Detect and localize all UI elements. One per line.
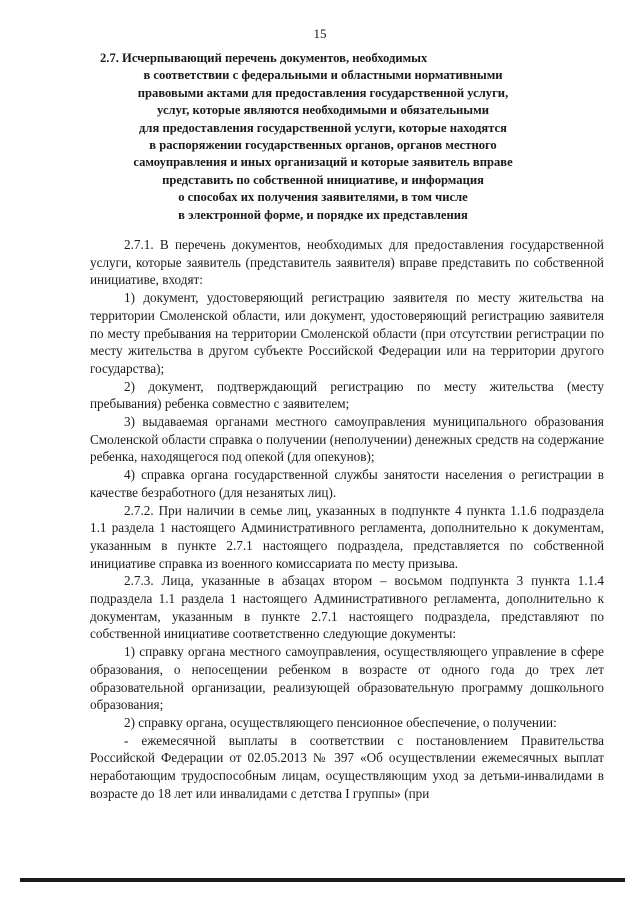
paragraph-2-7-3: 2.7.3. Лица, указанные в абзацах втором – восьмом подпункта 3 пункта 1.1.4 подраздела 1.1 раздела 1 настоящего Административного регламента, дополнительно к документам, указанным в пункте 2.7.1 настоящего подраздела, представляют по собственной инициативе соответственно следующие документы: [90, 573, 604, 642]
list-item-guardianship-certificate: 3) выдаваемая органами местного самоуправления муниципального образования Смоленской области справка о получении (неполучении) денежных средств на содержание ребенка, находящегося под опекой (для опекунов); [90, 414, 604, 465]
heading-line: в электронной форме, и порядке их представления [178, 207, 468, 222]
paragraph-2-7-2: 2.7.2. При наличии в семье лиц, указанных в подпункте 4 пункта 1.1.6 подраздела 1.1 раздела 1 настоящего Административного регламента, дополнительно к документам, указанным в пункте 2.7.1 настоящего подраздела, представляется по собственной инициативе справка из военного комиссариата по месту призыва. [90, 502, 604, 571]
document-body [90, 236, 604, 803]
heading-line: представить по собственной инициативе, и информация [162, 172, 484, 187]
list-item-pension-certificate: 2) справку органа, осуществляющего пенсионное обеспечение, о получении: [124, 714, 557, 730]
list-subitem-monthly-payment: - ежемесячной выплаты в соответствии с постановлением Правительства Российской Федерации от 02.05.2013 № 397 «Об осуществлении ежемесячных выплат неработающим трудоспособным лицам, осуществляющим уход за детьми-инвалидами в возрасте до 18 лет или инвалидами с детства I группы» (при [90, 732, 604, 801]
heading-line: правовыми актами для предоставления государственной услуги, [137, 85, 509, 100]
heading-line: в распоряжении государственных органов, органов местного [149, 138, 497, 153]
page-number: 15 [313, 26, 327, 41]
heading-line: в соответствии с федеральными и областными нормативными [143, 68, 503, 83]
section-heading [88, 50, 558, 224]
heading-line: услуг, которые являются необходимыми и обязательными [157, 103, 489, 118]
bottom-scan-border [20, 878, 625, 882]
heading-line: для предоставления государственной услуги, которые находятся [139, 120, 507, 135]
heading-line: самоуправления и иных организаций и которые заявитель вправе [133, 155, 513, 170]
heading-line: 2.7. Исчерпывающий перечень документов, необходимых [100, 51, 428, 65]
paragraph-2-7-1: 2.7.1. В перечень документов, необходимых для предоставления государственной услуги, которые заявитель (представитель заявителя) вправе представить по собственной инициативе, входят: [90, 237, 604, 288]
list-item-education-certificate: 1) справку органа местного самоуправления, осуществляющего управление в сфере образования, о непосещении ребенком в возрасте от одного года до трех лет образовательной организации, реализующей образовательную программу дошкольного образования; [90, 644, 604, 713]
heading-line: о способах их получения заявителями, в том числе [178, 190, 468, 205]
list-item-unemployment-certificate: 4) справка органа государственной службы занятости населения о регистрации в качестве безработного (для незанятых лиц). [90, 467, 604, 500]
list-item-child-registration: 2) документ, подтверждающий регистрацию по месту жительства (месту пребывания) ребенка совместно с заявителем; [90, 378, 604, 412]
list-item-registration-document: 1) документ, удостоверяющий регистрацию заявителя по месту жительства на территории Смоленской области, или документ, удостоверяющий регистрацию заявителя по месту пребывания на территории Смоленской области (при отсутствии регистрации по месту жительства в другом субъекте Российской Федерации или на территории другого государства); [90, 290, 604, 376]
